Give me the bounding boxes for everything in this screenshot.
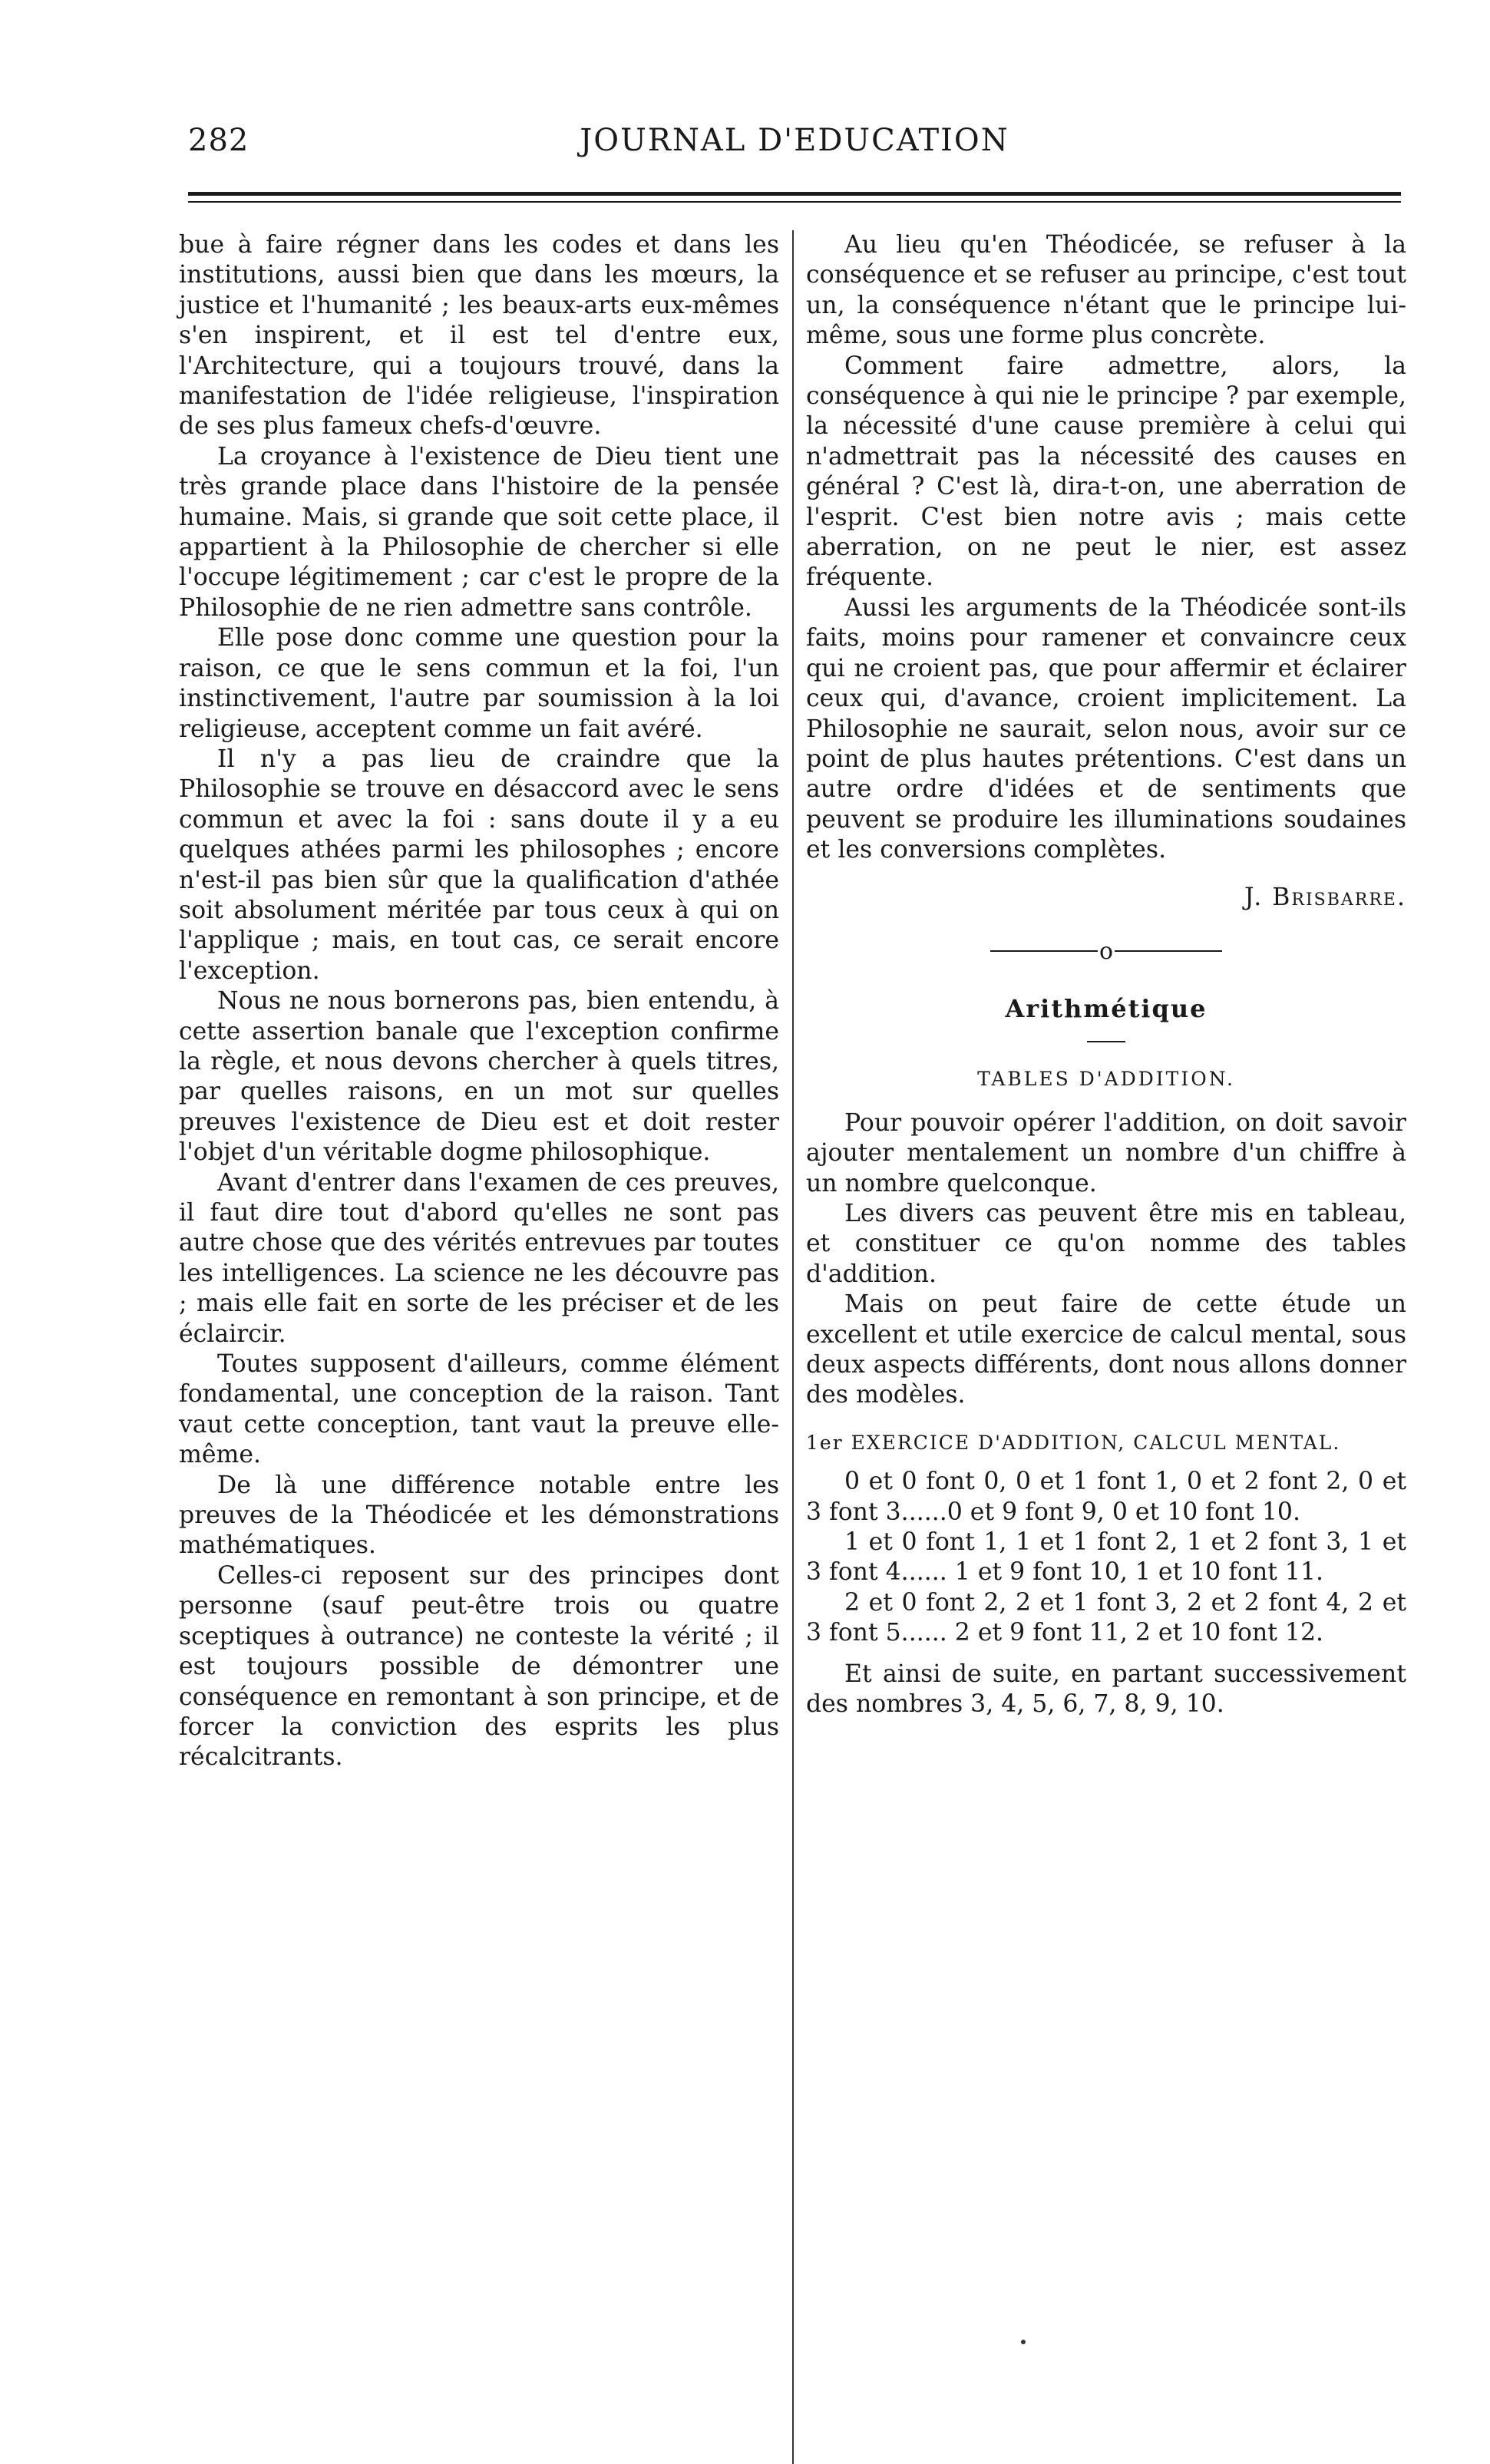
- subsection-title: TABLES D'ADDITION.: [977, 1068, 1235, 1091]
- exercise-line: 2 et 0 font 2, 2 et 1 font 3, 2 et 2 font 4, 2 et 3 font 5...... 2 et 9 font 11, 2 et 10 font 12.: [806, 1588, 1406, 1647]
- exercise-line: 1 et 0 font 1, 1 et 1 font 2, 1 et 2 font 3, 1 et 3 font 4...... 1 et 9 font 10, 1 et 10 font 11.: [806, 1528, 1406, 1587]
- paragraph: Toutes supposent d'ailleurs, comme élément fondamental, une conception de la raison. Tant vaut cette conception, tant vaut la preuve elle-même.: [179, 1350, 779, 1469]
- paragraph: Les divers cas peuvent être mis en tableau, et constituer ce qu'on nomme des tables d'addition.: [806, 1199, 1406, 1288]
- paragraph: Aussi les arguments de la Théodicée sont-ils faits, moins pour ramener et convaincre ceux qui ne croient pas, que pour affermir et éclairer ceux qui, d'avance, croient implicitement. La Philosophie ne saurait, selon nous, avoir sur ce point de plus hautes prétentions. C'est dans un autre ordre d'idées et de sentiments que peuvent se produire les illuminations soudaines et les conversions complètes.: [806, 593, 1406, 864]
- exercise-title: 1er EXERCICE D'ADDITION, CALCUL MENTAL.: [806, 1431, 1341, 1454]
- separator-mark: o: [1099, 937, 1114, 965]
- exercise-line: 0 et 0 font 0, 0 et 1 font 1, 0 et 2 font 2, 0 et 3 font 3......0 et 9 font 9, 0 et 10 font 10.: [806, 1468, 1406, 1526]
- paragraph: Il n'y a pas lieu de craindre que la Philosophie se trouve en désaccord avec le sens commun et avec la foi : sans doute il y a eu quelques athées parmi les philosophes ; encore n'est-il pas bien sûr que la qualification d'athée soit absolument méritée par tous ceux à qui on l'applique ; mais, en tout cas, ce serait encore l'exception.: [179, 745, 779, 985]
- header-rule-thick: [188, 192, 1401, 196]
- section-separator: [806, 936, 1406, 966]
- short-rule: [1087, 1041, 1125, 1042]
- paragraph: De là une différence notable entre les preuves de la Théodicée et les démonstrations mathématiques.: [179, 1471, 779, 1560]
- left-column: [179, 230, 779, 1773]
- print-speck: [1021, 2340, 1026, 2344]
- column-divider: [792, 230, 794, 2464]
- section-title: Arithmétique: [1005, 993, 1208, 1023]
- paragraph: Mais on peut faire de cette étude un excellent et utile exercice de calcul mental, sous deux aspects différents, dont nous allons donner des modèles.: [806, 1290, 1406, 1409]
- header-rule-thin: [188, 201, 1401, 203]
- page-header: [188, 123, 1401, 169]
- paragraph: La croyance à l'existence de Dieu tient une très grande place dans l'histoire de la pensée humaine. Mais, si grande que soit cette place, il appartient à la Philosophie de chercher si elle l'occupe légitimement ; car c'est le propre de la Philosophie de ne rien admettre sans contrôle.: [179, 442, 779, 622]
- paragraph: Elle pose donc comme une question pour la raison, ce que le sens commun et la foi, l'un instinctivement, l'autre par soumission à la loi religieuse, acceptent comme un fait avéré.: [179, 624, 779, 743]
- paragraph: Nous ne nous bornerons pas, bien entendu, à cette assertion banale que l'exception confirme la règle, et nous devons chercher à quels titres, par quelles raisons, en un mot sur quelles preuves l'existence de Dieu est et doit rester l'objet d'un véritable dogme philosophique.: [179, 987, 779, 1167]
- paragraph: Pour pouvoir opérer l'addition, on doit savoir ajouter mentalement un nombre d'un chiffre à un nombre quelconque.: [806, 1108, 1406, 1197]
- running-title: JOURNAL D'EDUCATION: [580, 123, 1009, 158]
- paragraph: Celles-ci reposent sur des principes dont personne (sauf peut-être trois ou quatre sceptiques à outrance) ne conteste la vérité ; il est toujours possible de démontrer une conséquence en remontant à son principe, et de forcer la conviction des esprits les plus récalcitrants.: [179, 1561, 779, 1772]
- paragraph: bue à faire régner dans les codes et dans les institutions, aussi bien que dans les mœurs, la justice et l'humanité ; les beaux-arts eux-mêmes s'en inspirent, et il est tel d'entre eux, l'Architecture, qui a toujours trouvé, dans la manifestation de l'idée religieuse, l'inspiration de ses plus fameux chefs-d'œuvre.: [179, 231, 779, 441]
- separator-line-right: [1115, 950, 1222, 952]
- separator-line-left: [990, 950, 1098, 952]
- paragraph: Avant d'entrer dans l'examen de ces preuves, il faut dire tout d'abord qu'elles ne sont pas autre chose que des vérités entrevues par toutes les intelligences. La science ne les découvre pas ; mais elle fait en sorte de les préciser et de les éclaircir.: [179, 1168, 779, 1348]
- exercise-line: Et ainsi de suite, en partant successivement des nombres 3, 4, 5, 6, 7, 8, 9, 10.: [806, 1660, 1406, 1719]
- page-number: 282: [188, 123, 249, 158]
- paragraph: Au lieu qu'en Théodicée, se refuser à la conséquence et se refuser au principe, c'est tout un, la conséquence n'étant que le principe lui-même, sous une forme plus concrète.: [806, 231, 1406, 350]
- author-signature: J. Brisbarre.: [1244, 883, 1406, 911]
- right-column: [806, 230, 1406, 1719]
- paragraph: Comment faire admettre, alors, la conséquence à qui nie le principe ? par exemple, la nécessité d'une cause première à celui qui n'admettrait pas la nécessité des causes en général ? C'est là, dira-t-on, une aberration de l'esprit. C'est bien notre avis ; mais cette aberration, on ne peut le nier, est assez fréquente.: [806, 352, 1406, 592]
